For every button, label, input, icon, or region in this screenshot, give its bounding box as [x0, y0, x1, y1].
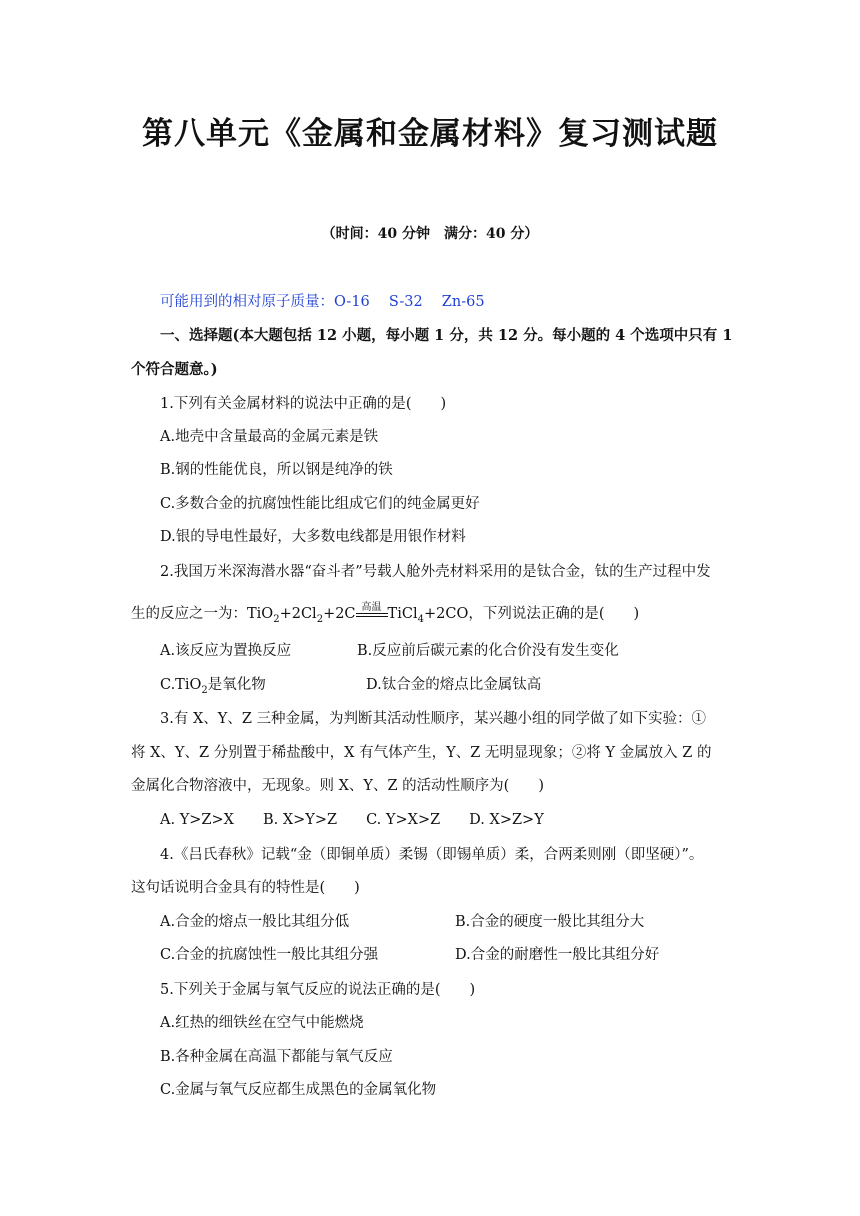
- q4-option-b: B.合金的硬度一般比其组分大: [455, 914, 645, 930]
- q2-eq-mid1: +2Cl: [279, 606, 317, 622]
- subscript: 4: [417, 613, 424, 625]
- q2-eq-mid2: +2C: [323, 606, 356, 622]
- q2-option-d: D.钛合金的熔点比金属钛高: [366, 677, 542, 693]
- q3-stem-line2: 将 X、Y、Z 分别置于稀盐酸中，X 有气体产生，Y、Z 无明显现象；②将 Y 金属放入 Z 的: [131, 745, 712, 761]
- atomic-mass-note: 可能用到的相对原子质量：O-16 S-32 Zn-65: [160, 294, 485, 310]
- subscript: 2: [273, 613, 280, 625]
- q4-option-d: D.合金的耐磨性一般比其组分好: [455, 947, 660, 963]
- q2-option-c-pre: C.TiO: [160, 677, 202, 693]
- document-title: 第八单元《金属和金属材料》复习测试题: [142, 116, 718, 152]
- q5-option-c: C.金属与氧气反应都生成黑色的金属氧化物: [160, 1082, 437, 1098]
- q2-option-c-post: 是氧化物: [207, 677, 266, 693]
- q3-stem-line3: 金属化合物溶液中，无现象。则 X、Y、Z 的活动性顺序为( ): [131, 778, 544, 794]
- document-subtitle: （时间：40 分钟 满分：40 分）: [321, 226, 539, 242]
- q4-option-c: C.合金的抗腐蚀性一般比其组分强: [160, 947, 379, 963]
- q2-stem-line2: [131, 604, 639, 630]
- reaction-equals-sign: [356, 602, 388, 621]
- q2-eq-end: +2CO，下列说法正确的是( ): [423, 606, 640, 622]
- q1-stem: 1.下列有关金属材料的说法中正确的是( ): [160, 396, 447, 412]
- section-heading-line1: 一、选择题(本大题包括 12 小题，每小题 1 分，共 12 分。每小题的 4 个选项中只有 1: [160, 327, 733, 344]
- q3-options: A. Y>Z>X B. X>Y>Z C. Y>X>Z D. X>Z>Y: [160, 812, 544, 828]
- q1-option-c: C.多数合金的抗腐蚀性能比组成它们的纯金属更好: [160, 496, 480, 512]
- subscript: 2: [201, 684, 208, 696]
- q2-option-b: B.反应前后碳元素的化合价没有发生变化: [357, 643, 619, 659]
- q5-option-b: B.各种金属在高温下都能与氧气反应: [160, 1049, 393, 1065]
- q3-stem-line1: 3.有 X、Y、Z 三种金属，为判断其活动性顺序，某兴趣小组的同学做了如下实验：①: [160, 711, 707, 727]
- subscript: 2: [316, 613, 324, 625]
- q4-stem-line2: 这句话说明合金具有的特性是( ): [131, 880, 360, 896]
- q4-stem-line1: 4.《吕氏春秋》记载“金（即铜单质）柔锡（即锡单质）柔，合两柔则刚（即坚硬）”。: [160, 847, 704, 863]
- q1-option-b: B.钢的性能优良，所以钢是纯净的铁: [160, 462, 393, 478]
- q1-option-d: D.银的导电性最好，大多数电线都是用银作材料: [160, 529, 466, 545]
- q5-stem: 5.下列关于金属与氧气反应的说法正确的是( ): [160, 982, 476, 998]
- q2-eq-pre: 生的反应之一为：TiO: [131, 606, 274, 622]
- q2-option-a: A.该反应为置换反应: [160, 643, 292, 659]
- q2-stem-line1: 2.我国万米深海潜水器“奋斗者”号载人舱外壳材料采用的是钛合金，钛的生产过程中发: [160, 564, 711, 580]
- q1-option-a: A.地壳中含量最高的金属元素是铁: [160, 429, 379, 445]
- section-heading-line2: 个符合题意。): [131, 361, 218, 378]
- q2-eq-post: TiCl: [387, 606, 418, 622]
- q4-option-a: A.合金的熔点一般比其组分低: [160, 914, 350, 930]
- q2-option-c: [160, 675, 266, 701]
- q5-option-a: A.红热的细铁丝在空气中能燃烧: [160, 1015, 364, 1031]
- reaction-condition: 高温: [361, 602, 382, 613]
